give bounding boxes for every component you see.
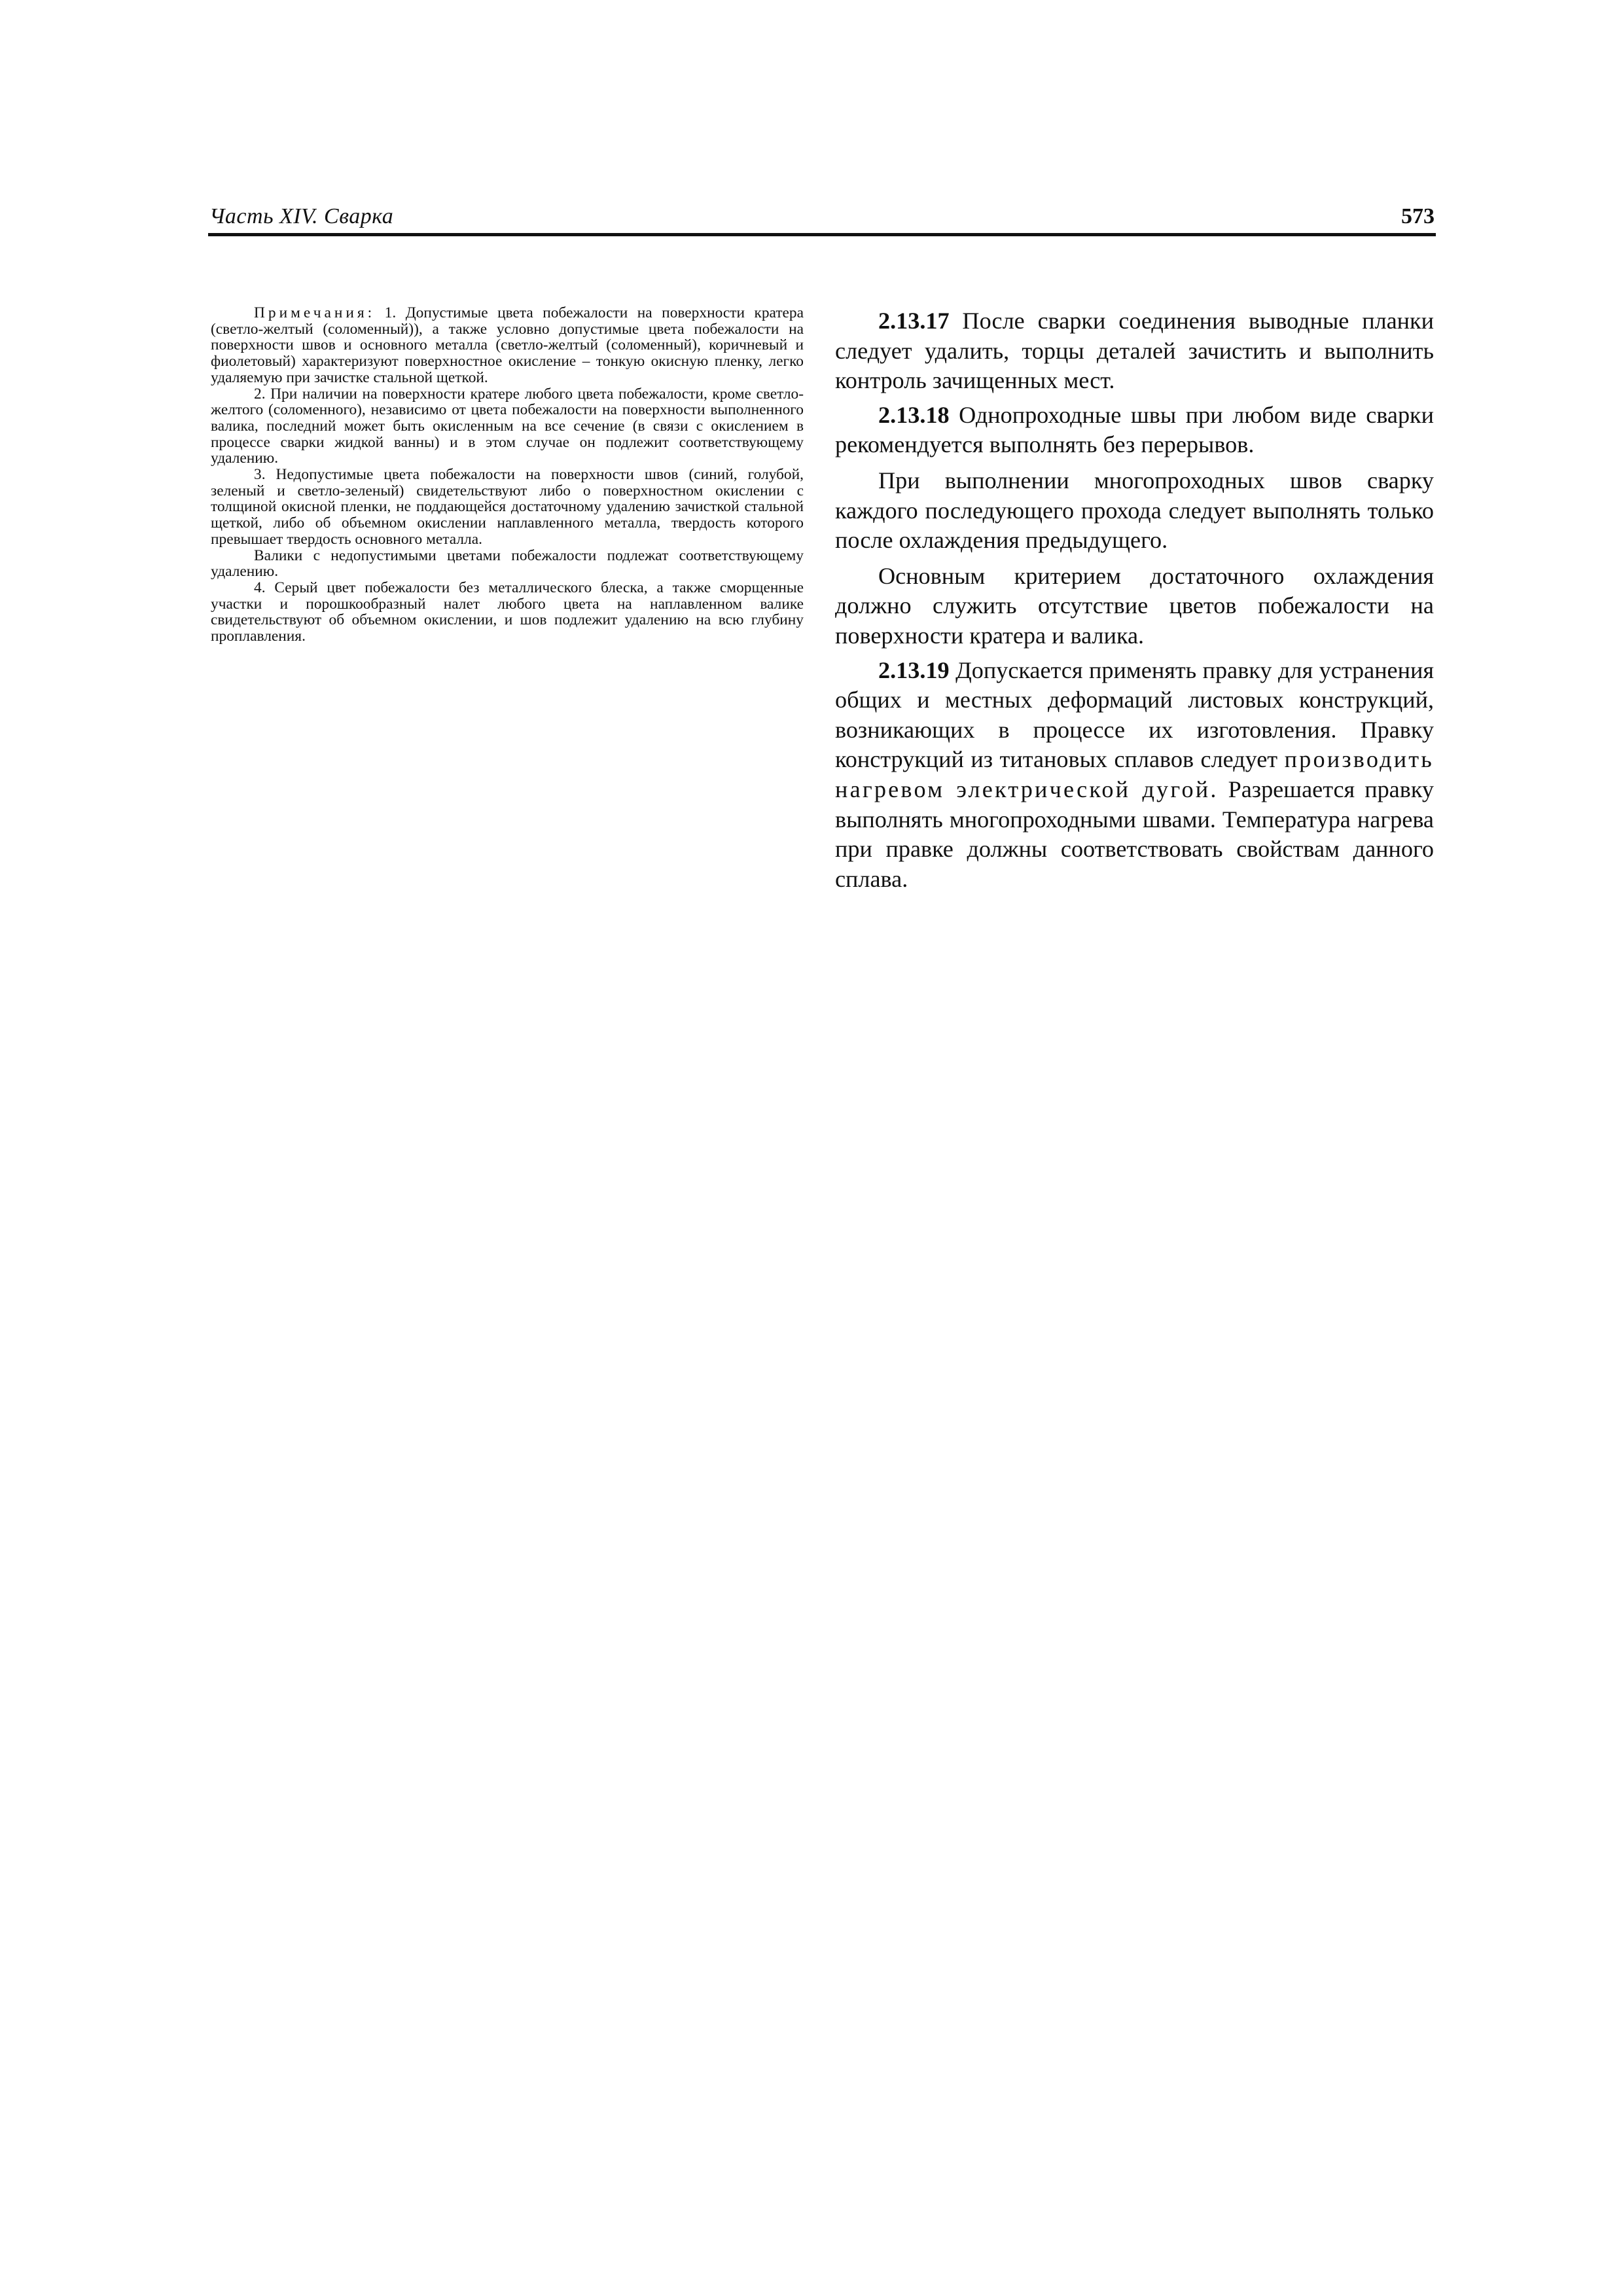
note-text-1: 1. Допустимые цвета побежалости на поверхности кратера (светло-желтый (соломенный)), а также условно допустимые цвета побежалости на поверхности швов и основного металла (светло-желтый (соломенный), коричневый и фиолетовый) характеризуют поверхностное окисление – тонкую окисную пленку, легко удаляемую при зачистке стальной щеткой. [211,304,804,386]
notes-column [211,305,804,645]
note-paragraph-1 [211,305,804,386]
note-paragraph-4: Валики с недопустимыми цветами побежалости подлежат соответствующему удалению. [211,547,804,581]
section-text-2-13-17: После сварки соединения выводные планки следует удалить, торцы деталей зачистить и выполнить контроль зачищенных мест. [835,308,1434,394]
section-text-2-13-19-b: Разрешается правку выполнять многопроходными швами. Температура нагрева при правке должны соответствовать свойствам данного сплава. [835,776,1434,892]
sections-column [835,306,1434,894]
section-number-2-13-17: 2.13.17 [878,308,950,334]
section-2-13-17 [835,306,1434,396]
section-number-2-13-19: 2.13.19 [878,656,950,683]
section-2-13-19 [835,656,1434,895]
note-paragraph-5: 4. Серый цвет побежалости без металлического блеска, а также сморщенные участки и порошкообразный налет любого цвета на наплавленном валике свидетельствуют об объемном окислении, и шов подлежит удалению на всю глубину проплавления. [211,579,804,645]
header-title: Часть XIV. Сварка [209,204,394,228]
section-2-13-18-paragraph-3: Основным критерием достаточного охлаждения должно служить отсутствие цветов побежалости на поверхности кратера и валика. [835,562,1434,649]
section-number-2-13-18: 2.13.18 [878,401,950,428]
running-header [208,203,1436,236]
section-text-2-13-19-a: Допускается применять правку для устранения общих и местных деформаций листовых конструкций, возникающих в процессе их изготовления. Правку конструкций из титановых сплавов следует [835,656,1434,773]
section-2-13-18-paragraph-2: При выполнении многопроходных швов сварку каждого последующего прохода следует выполнять только после охлаждения предыдущего. [835,467,1434,554]
section-text-2-13-19-spaced: производить нагревом электрической дугой. [835,746,1434,802]
note-paragraph-3: 3. Недопустимые цвета побежалости на поверхности швов (синий, голубой, зеленый и светло-зеленый) свидетельствуют либо о поверхностном окислении с толщиной окисной пленки, не поддающейся достаточному удалению зачисткой стальной щеткой, либо об объемном окислении наплавленного металла, твердость которого превышает твердость основного металла. [211,466,804,548]
section-2-13-18 [835,401,1434,460]
notes-label: Примечания: [254,304,376,321]
section-text-2-13-18: Однопроходные швы при любом виде сварки рекомендуется выполнять без перерывов. [835,401,1434,458]
note-paragraph-2: 2. При наличии на поверхности кратере любого цвета побежалости, кроме светло-желтого (соломенного), независимо от цвета побежалости на поверхности выполненного валика, последний может быть окисленным на все сечение (в связи с окислением в процессе сварки жидкой ванны) и в этом случае он подлежит соответствующему удалению. [211,385,804,467]
page-number: 573 [1401,204,1435,228]
